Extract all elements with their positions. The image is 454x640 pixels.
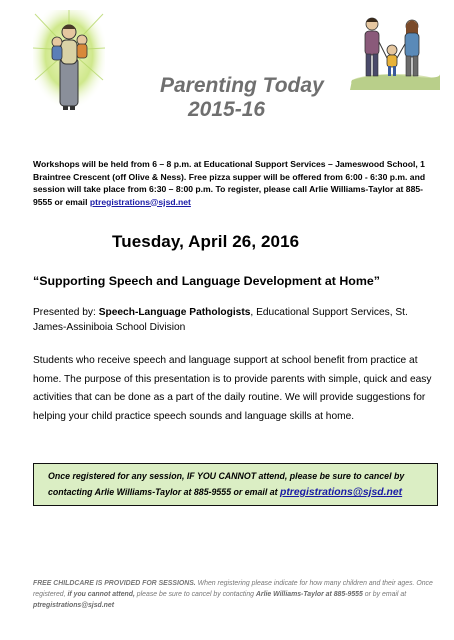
presenters: Speech-Language Pathologists [98, 307, 251, 318]
cancel-notice-box [33, 463, 438, 506]
workshop-intro [33, 158, 438, 208]
event-date: Tuesday, April 26, 2016 [112, 232, 300, 251]
event-description: Students who receive speech and language support at school benefit from practice at home. The purpose of this presentation is to provide parents with simple, quick and easy activities that can be done as a part of the daily routine. We will provide suggestions for helping your child practice speech sounds and language skills at home. [33, 355, 432, 422]
presented-by-label: Presented by: [33, 307, 99, 318]
footer-strong-2: Arlie Williams-Taylor at 885-9555 [255, 591, 363, 598]
intro-email-link[interactable]: ptregistrations@sjsd.net [89, 196, 191, 207]
cancel-email-link[interactable]: ptregistrations@sjsd.net [279, 487, 403, 498]
family-walking-clipart [350, 14, 440, 90]
footer-text-2: please be sure to cancel by contacting [134, 591, 256, 598]
footer-text-3: or by email at [362, 591, 407, 598]
title-text: Parenting Today [160, 74, 324, 97]
presenter-org: , Educational Support Services, St. James-Assiniboia School Division [33, 307, 408, 333]
footer-note [33, 578, 443, 611]
page-title [160, 74, 360, 122]
title-year: 2015-16 [188, 98, 266, 121]
intro-text: Workshops will be held from 6 – 8 p.m. at Educational Support Services – Jameswood School, 1 Braintree Crescent (off Olive & Ness). Free pizza supper will be offered from 6:00 - 6:30 p.m. and session will take place from 6:30 – 8:00 p.m. To register, please call Arlie Williams-Taylor at 885-9555 or email [33, 159, 426, 207]
footer-text-1: When registering please indicate for how many children and their ages. Once registered, [33, 580, 433, 598]
family-carrying-children-clipart [33, 10, 105, 112]
footer-strong-1: if you cannot attend, [67, 591, 135, 598]
event-title: “Supporting Speech and Language Development at Home” [33, 274, 380, 288]
presenter-info [33, 305, 438, 335]
cancel-notice-text: Once registered for any session, IF YOU CANNOT attend, please be sure to cancel by contacting Arlie Williams-Taylor at 885-9555 or email at [48, 471, 405, 497]
footer-email[interactable]: ptregistrations@sjsd.net [33, 602, 114, 609]
footer-lead: FREE CHILDCARE IS PROVIDED FOR SESSIONS. [33, 580, 196, 587]
